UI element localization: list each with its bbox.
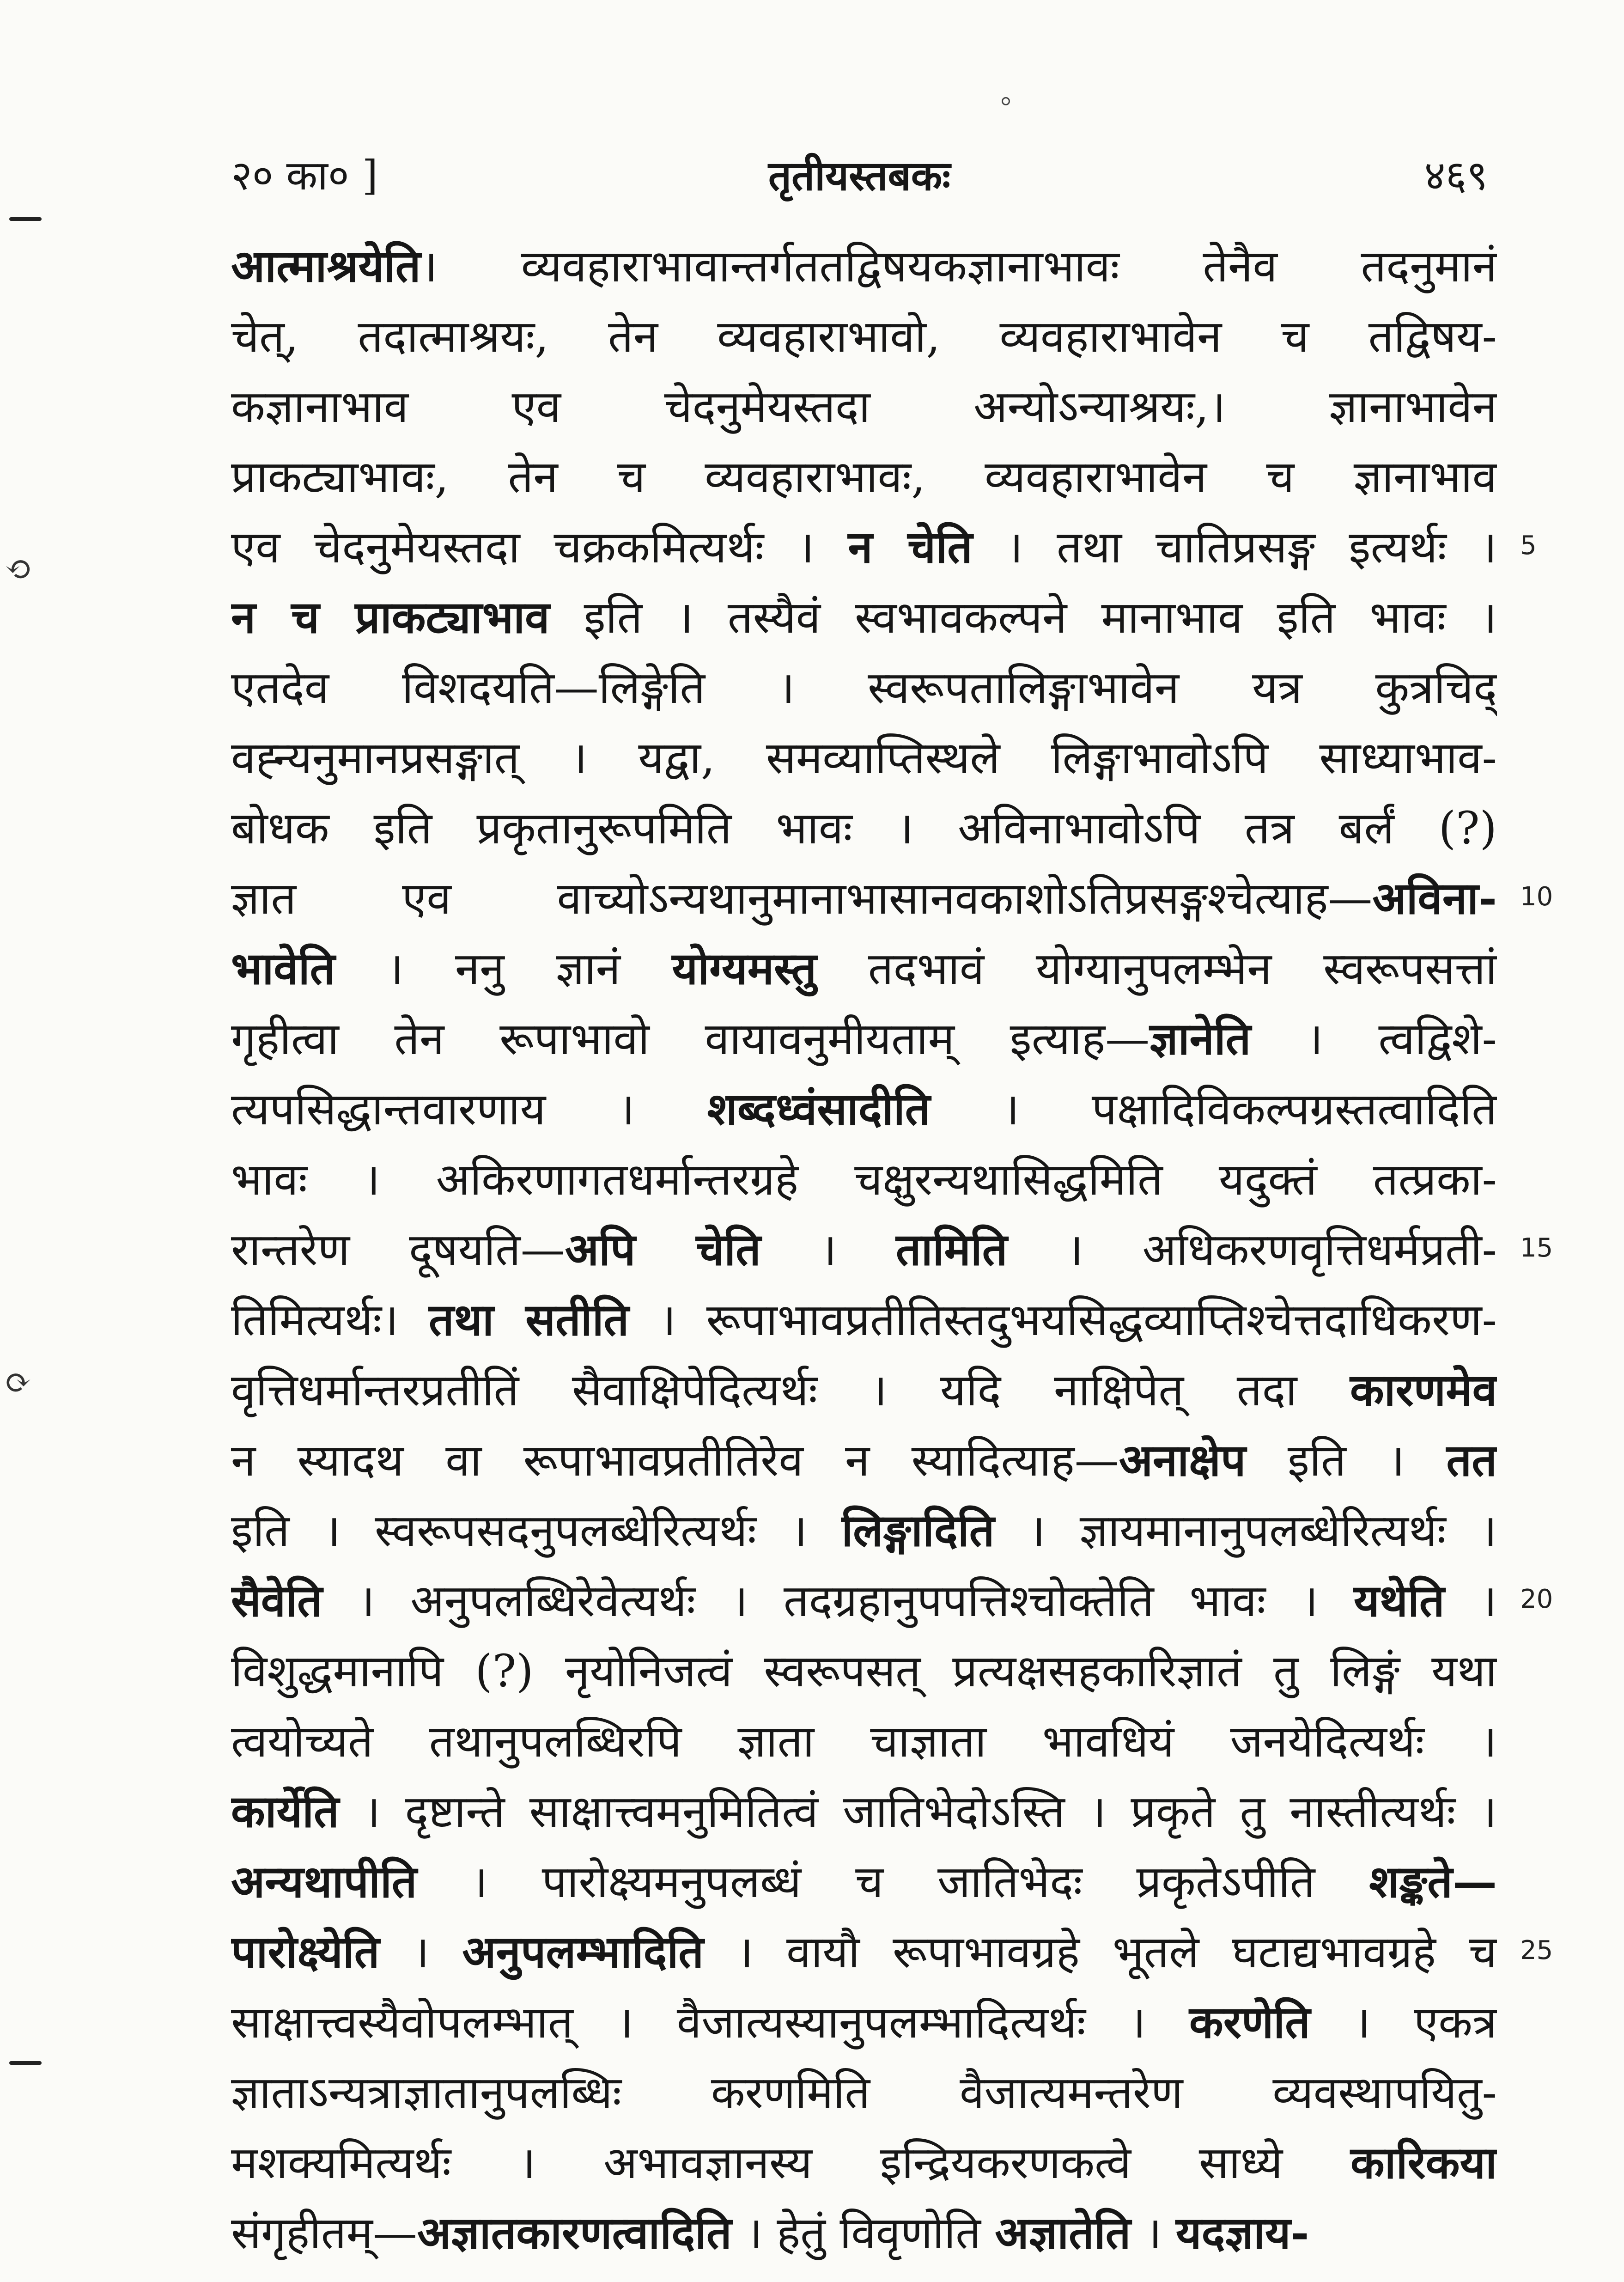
text-line xyxy=(231,1706,1497,1776)
margin-scribble: ⟲ xyxy=(5,550,32,588)
lemma-bold: करणेति xyxy=(1189,1996,1310,2048)
running-header xyxy=(231,148,1488,203)
text-line xyxy=(231,1355,1497,1425)
lemma-bold: न च प्राकट्याभाव xyxy=(231,591,550,643)
margin-mark xyxy=(9,217,42,221)
text-span: इति । xyxy=(1246,1434,1447,1486)
line-number: 20 xyxy=(1520,1584,1553,1614)
text-line xyxy=(231,1144,1497,1214)
text-span: । दृष्टान्ते साक्षात्त्वमनुमितित्वं जातिभेदोऽस्ति । प्रकृते तु नास्तीत्यर्थः । xyxy=(339,1786,1497,1837)
text-span: । अनुपलब्धिरेवेत्यर्थः । तदग्रहानुपपत्तिश्चोक्तेति भावः । xyxy=(322,1575,1354,1627)
text-span: इति । स्वरूपसदनुपलब्धेरित्यर्थः । xyxy=(231,1505,842,1556)
text-span: । हेतुं विवृणोति xyxy=(731,2207,995,2259)
text-span: । त्वद्विशे- xyxy=(1251,1013,1497,1065)
text-line xyxy=(231,863,1497,934)
text-line xyxy=(231,1495,1497,1566)
lemma-bold: भावेति xyxy=(231,942,335,995)
lemma-bold: ज्ञानेति xyxy=(1150,1013,1251,1065)
text-line xyxy=(231,2057,1497,2128)
text-span: गृहीत्वा तेन रूपाभावो वायावनुमीयताम् इत्याह— xyxy=(231,1013,1150,1065)
text-span: तिमित्यर्थः। xyxy=(231,1294,429,1346)
text-line xyxy=(231,793,1497,863)
text-span: रान्तरेण दूषयति— xyxy=(231,1224,565,1275)
text-line xyxy=(231,1425,1497,1495)
text-span: । xyxy=(1444,1575,1497,1627)
lemma-bold: अज्ञातेति xyxy=(995,2207,1131,2259)
margin-mark xyxy=(9,2061,42,2065)
text-span: विशुद्धमानापि (?) नृयोनिजत्वं स्वरूपसत् प्रत्यक्षसहकारिज्ञातं तु लिङ्गं यथा xyxy=(231,1645,1497,1697)
text-span: वह्न्यनुमानप्रसङ्गात् । यद्वा, समव्याप्तिस्थले लिङ्गाभावोऽपि साध्याभाव- xyxy=(231,732,1497,784)
text-span: साक्षात्त्वस्यैवोपलम्भात् । वैजात्यस्यानुपलम्भादित्यर्थः । xyxy=(231,1996,1190,2048)
lemma-bold: अविना- xyxy=(1372,872,1497,924)
lemma-bold: अपि चेति xyxy=(565,1223,761,1275)
text-span: एतदेव विशदयति— xyxy=(231,662,599,714)
text-line xyxy=(231,301,1497,372)
text-line xyxy=(231,1285,1497,1355)
line-number: 10 xyxy=(1520,882,1553,912)
text-span: ज्ञात एव वाच्योऽन्यथानुमानाभासानवकाशोऽतिप्रसङ्गश्चेत्याह— xyxy=(231,873,1373,924)
text-span: बोधक इति प्रकृतानुरूपमिति भावः । अविनाभावोऽपि तत्र बर्लं (?) xyxy=(231,802,1497,854)
text-line xyxy=(231,1074,1497,1144)
lemma-bold: न चेति xyxy=(848,521,973,573)
lemma-bold: यदज्ञाय- xyxy=(1175,2207,1309,2259)
line-number: 15 xyxy=(1520,1233,1553,1263)
text-line xyxy=(231,934,1497,1004)
lemma-bold: शब्दध्वंसादीति xyxy=(707,1083,931,1135)
text-line xyxy=(231,2198,1497,2268)
text-span: मशक्यमित्यर्थः । अभावज्ञानस्य इन्द्रियकरणकत्वे साध्ये xyxy=(231,2137,1350,2189)
text-span: । xyxy=(379,1926,462,1978)
text-line xyxy=(231,1917,1497,1987)
text-span: इति । तस्यैवं स्वभावकल्पने मानाभाव इति भावः । xyxy=(549,592,1497,643)
text-span: । अधिकरणवृत्तिधर्मप्रती- xyxy=(1007,1224,1497,1275)
text-span: त्यपसिद्धान्तवारणाय । xyxy=(231,1083,707,1135)
text-span: वृत्तिधर्मान्तरप्रतीतिं सैवाक्षिपेदित्यर्थः । यदि नाक्षिपेत् तदा xyxy=(231,1364,1350,1416)
text-span: एव चेदनुमेयस्तदा चक्रकमित्यर्थः । xyxy=(231,521,848,573)
line-number: 25 xyxy=(1520,1935,1553,1965)
lemma-bold: अज्ञातकारणत्वादिति xyxy=(417,2207,732,2259)
page-number: ४६९ xyxy=(1424,152,1488,199)
lemma-bold: पारोक्ष्येति xyxy=(231,1926,380,1978)
text-line xyxy=(231,1004,1497,1074)
text-line xyxy=(231,442,1497,512)
header-title: तृतीयस्तबकः xyxy=(768,152,951,200)
text-line xyxy=(231,512,1497,582)
lemma-bold: आत्माश्रयेति xyxy=(231,240,421,292)
line-number: 5 xyxy=(1520,531,1537,561)
text-line xyxy=(231,1776,1497,1847)
lemma-bold: अन्यथापीति xyxy=(231,1855,417,1908)
text-span: ज्ञाताऽन्यत्राज्ञातानुपलब्धिः करणमिति वैजात्यमन्तरेण व्यवस्थापयितु- xyxy=(231,2067,1497,2118)
text-span: । तथा चातिप्रसङ्ग इत्यर्थः । xyxy=(972,521,1497,573)
text-line xyxy=(231,723,1497,793)
text-span: । व्यवहाराभावान्तर्गततद्विषयकज्ञानाभावः तेनैव तदनुमानं xyxy=(420,240,1497,292)
lemma-bold: कार्येति xyxy=(231,1785,339,1837)
header-section-ref: २० का० ] xyxy=(231,152,378,199)
text-span: त्वयोच्यते तथानुपलब्धिरपि ज्ञाता चाज्ञाता भावधियं जनयेदित्यर्थः । xyxy=(231,1715,1497,1767)
text-span: । रूपाभावप्रतीतिस्तदुभयसिद्धव्याप्तिश्चेत्तदाधिकरण- xyxy=(629,1294,1497,1346)
lemma-bold: शङ्कते— xyxy=(1369,1855,1497,1908)
margin-scribble: ⟳ xyxy=(5,1363,32,1401)
text-line xyxy=(231,1987,1497,2057)
text-line xyxy=(231,582,1497,653)
text-line xyxy=(231,1636,1497,1706)
text-span: । स्वरूपतालिङ्गाभावेन यत्र कुत्रचिद् xyxy=(705,662,1497,714)
lemma-bold: योग्यमस्तु xyxy=(672,942,817,995)
text-span: भावः । अकिरणागतधर्मान्तरग्रहे चक्षुरन्यथासिद्धमिति यदुक्तं तत्प्रका- xyxy=(231,1153,1497,1205)
text-span: । पारोक्ष्यमनुपलब्धं च जातिभेदः प्रकृतेऽपीति xyxy=(417,1856,1369,1908)
lemma-bold: यथेति xyxy=(1353,1574,1445,1627)
text-line xyxy=(231,231,1497,301)
lemma-bold: अनाक्षेप xyxy=(1119,1434,1246,1486)
lemma-bold: लिङ्गादिति xyxy=(841,1504,995,1556)
text-span: न स्यादथ वा रूपाभावप्रतीतिरेव न स्यादित्याह— xyxy=(231,1434,1119,1486)
text-span: । xyxy=(760,1224,896,1275)
lemma-bold: कारिकया xyxy=(1350,2136,1497,2189)
text-line xyxy=(231,372,1497,442)
text-span: संगृहीतम्— xyxy=(231,2207,417,2259)
lemma-bold: तत xyxy=(1446,1434,1497,1486)
lemma-bold: तामिति xyxy=(896,1223,1008,1275)
text-span: लिङ्गेति xyxy=(598,662,706,714)
text-line xyxy=(231,653,1497,723)
lemma-bold: अनुपलम्भादिति xyxy=(462,1926,704,1978)
text-span: कज्ञानाभाव एव चेदनुमेयस्तदा अन्योऽन्याश्रयः,। ज्ञानाभावेन xyxy=(231,381,1497,433)
text-line xyxy=(231,1566,1497,1636)
text-line xyxy=(231,1847,1497,1917)
text-span: चेत्, तदात्माश्रयः, तेन व्यवहाराभावो, व्यवहाराभावेन च तद्विषय- xyxy=(231,311,1497,362)
lemma-bold: कारणमेव xyxy=(1350,1364,1497,1416)
ink-dot xyxy=(1002,97,1010,105)
text-span: प्राकट्याभावः, तेन च व्यवहाराभावः, व्यवहाराभावेन च ज्ञानाभाव xyxy=(231,451,1497,503)
lemma-bold: सैवेति xyxy=(231,1574,322,1627)
text-span: । xyxy=(1131,2207,1176,2259)
text-span: । एकत्र xyxy=(1310,1996,1497,2048)
text-span: । वायौ रूपाभावग्रहे भूतले घटाद्यभावग्रहे च xyxy=(704,1926,1497,1978)
text-line xyxy=(231,2128,1497,2198)
commentary-text xyxy=(231,231,1497,2268)
text-span: । ननु ज्ञानं xyxy=(335,943,672,995)
text-span: । ज्ञायमानानुपलब्धेरित्यर्थः । xyxy=(994,1505,1497,1556)
text-span: तदभावं योग्यानुपलम्भेन स्वरूपसत्तां xyxy=(816,943,1497,995)
text-span: । पक्षादिविकल्पग्रस्तत्वादिति xyxy=(930,1083,1497,1135)
text-line xyxy=(231,1214,1497,1285)
lemma-bold: तथा सतीति xyxy=(428,1294,629,1346)
